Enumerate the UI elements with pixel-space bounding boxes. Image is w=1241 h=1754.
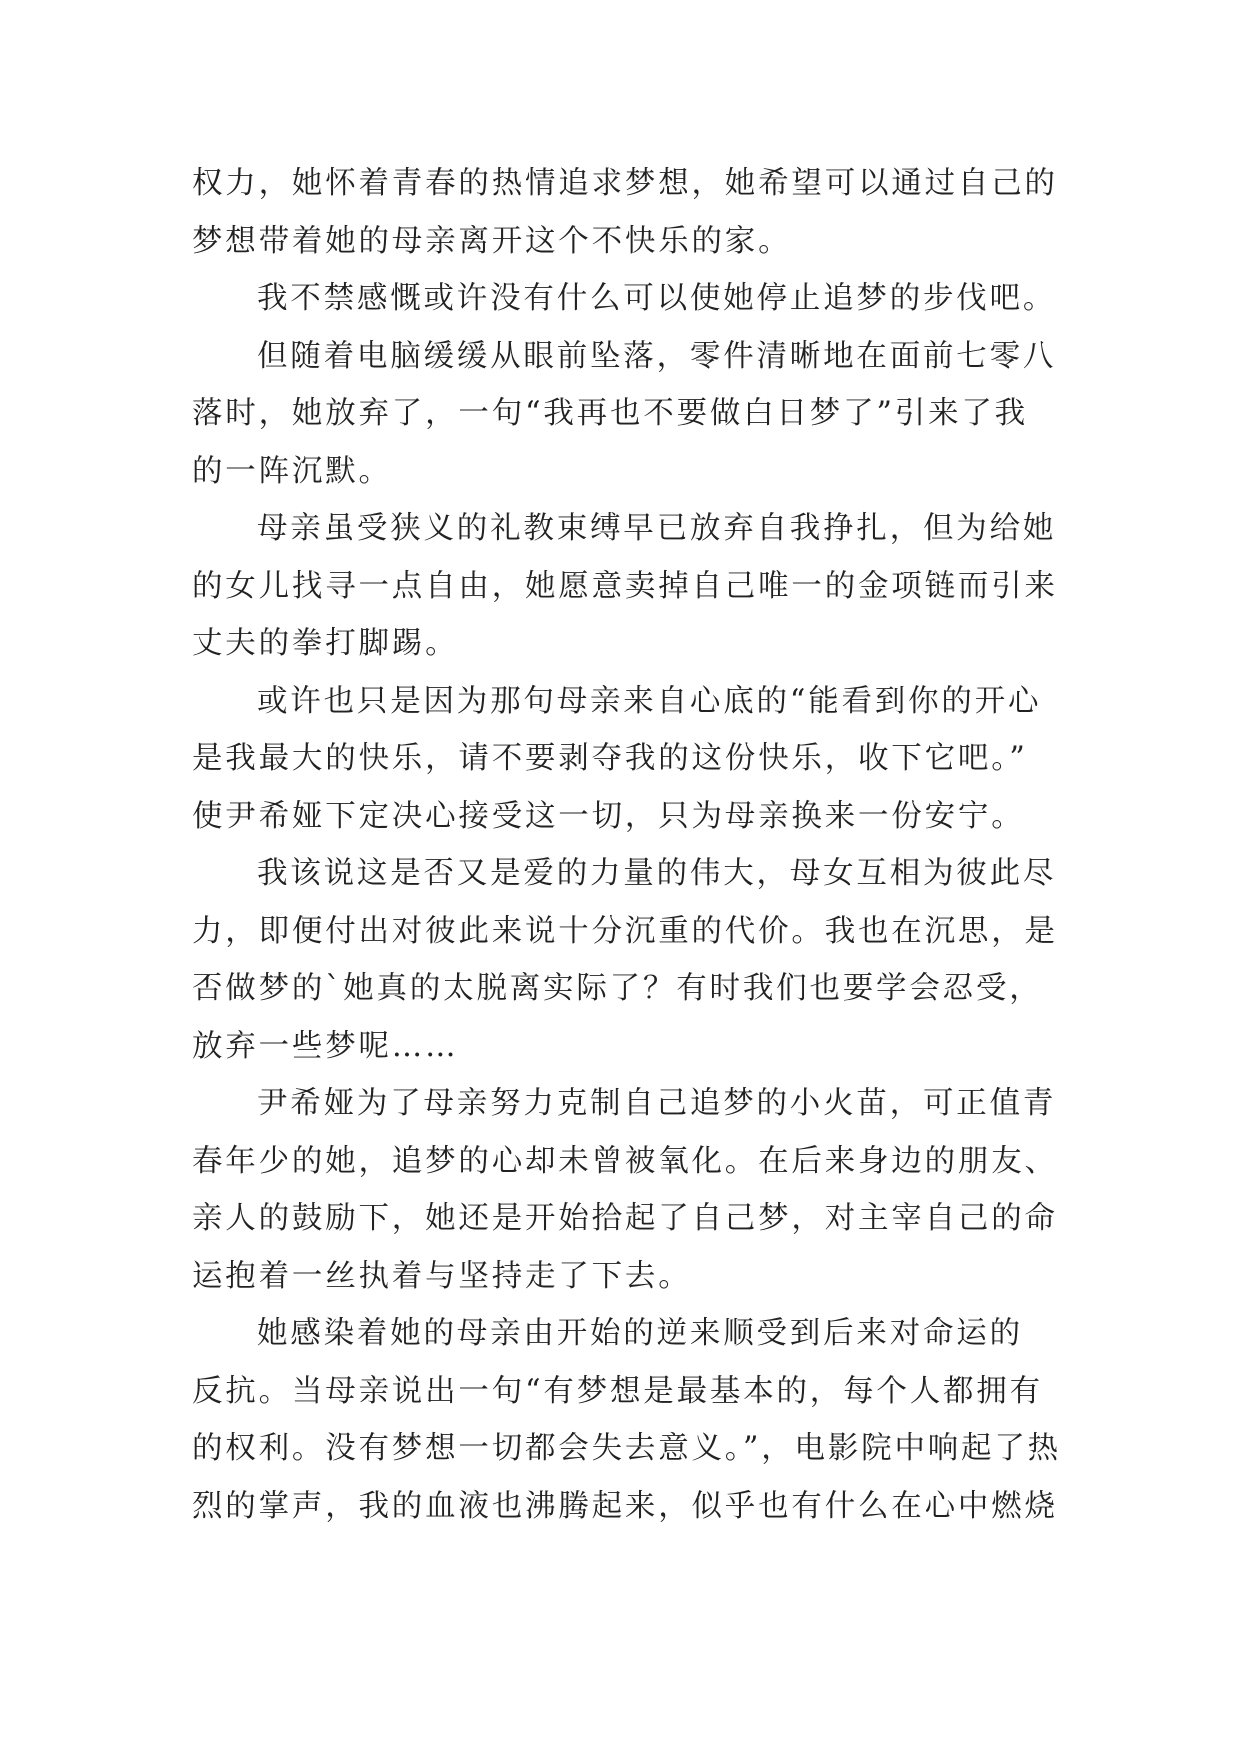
text-line: 丈夫的拳打脚踢。 [192,626,459,661]
text-line: 或许也只是因为那句母亲来自心底的“能看到你的开心 [257,683,1042,719]
text-line: 我该说这是否又是爱的力量的伟大，母女互相为彼此尽 [257,856,1057,891]
text-line: 的女儿找寻一点自由，她愿意卖掉自己唯一的金项链而引来 [192,568,1058,604]
text-line: 梦想带着她的母亲离开这个不快乐的家。 [192,223,792,259]
text-line: 的一阵沉默。 [192,453,392,489]
text-line: 我不禁感慨或许没有什么可以使她停止追梦的步伐吧。 [257,281,1057,316]
text-line: 尹希娅为了母亲努力克制自己追梦的小火苗，可正值青 [257,1086,1057,1121]
text-line: 放弃一些梦呢…… [192,1028,459,1064]
text-line: 力，即便付出对彼此来说十分沉重的代价。我也在沉思，是 [192,913,1058,949]
text-line: 落时，她放弃了，一句“我再也不要做白日梦了”引来了我 [192,396,1028,431]
text-line: 的权利。没有梦想一切都会失去意义。”，电影院中响起了热 [192,1431,1061,1466]
text-line: 反抗。当母亲说出一句“有梦想是最基本的，每个人都拥有 [192,1373,1043,1409]
text-line: 亲人的鼓励下，她还是开始拾起了自己梦，对主宰自己的命 [192,1201,1058,1236]
text-line: 烈的掌声，我的血液也沸腾起来，似乎也有什么在心中燃烧 [192,1488,1058,1524]
text-line: 是我最大的快乐，请不要剥夺我的这份快乐，收下它吧。” [192,741,1028,776]
text-line: 权力，她怀着青春的热情追求梦想，她希望可以通过自己的 [192,166,1058,201]
text-line: 春年少的她，追梦的心却未曾被氧化。在后来身边的朋友、 [192,1143,1058,1179]
text-line: 但随着电脑缓缓从眼前坠落，零件清晰地在面前七零八 [257,338,1057,374]
text-line: 她感染着她的母亲由开始的逆来顺受到后来对命运的 [257,1316,1023,1351]
text-line: 否做梦的`她真的太脱离实际了？有时我们也要学会忍受， [192,971,1043,1006]
text-line: 使尹希娅下定决心接受这一切，只为母亲换来一份安宁。 [192,798,1025,834]
document-body [192,155,1072,1535]
text-line: 运抱着一丝执着与坚持走了下去。 [192,1258,692,1294]
text-line: 母亲虽受狭义的礼教束缚早已放弃自我挣扎，但为给她 [257,511,1057,546]
